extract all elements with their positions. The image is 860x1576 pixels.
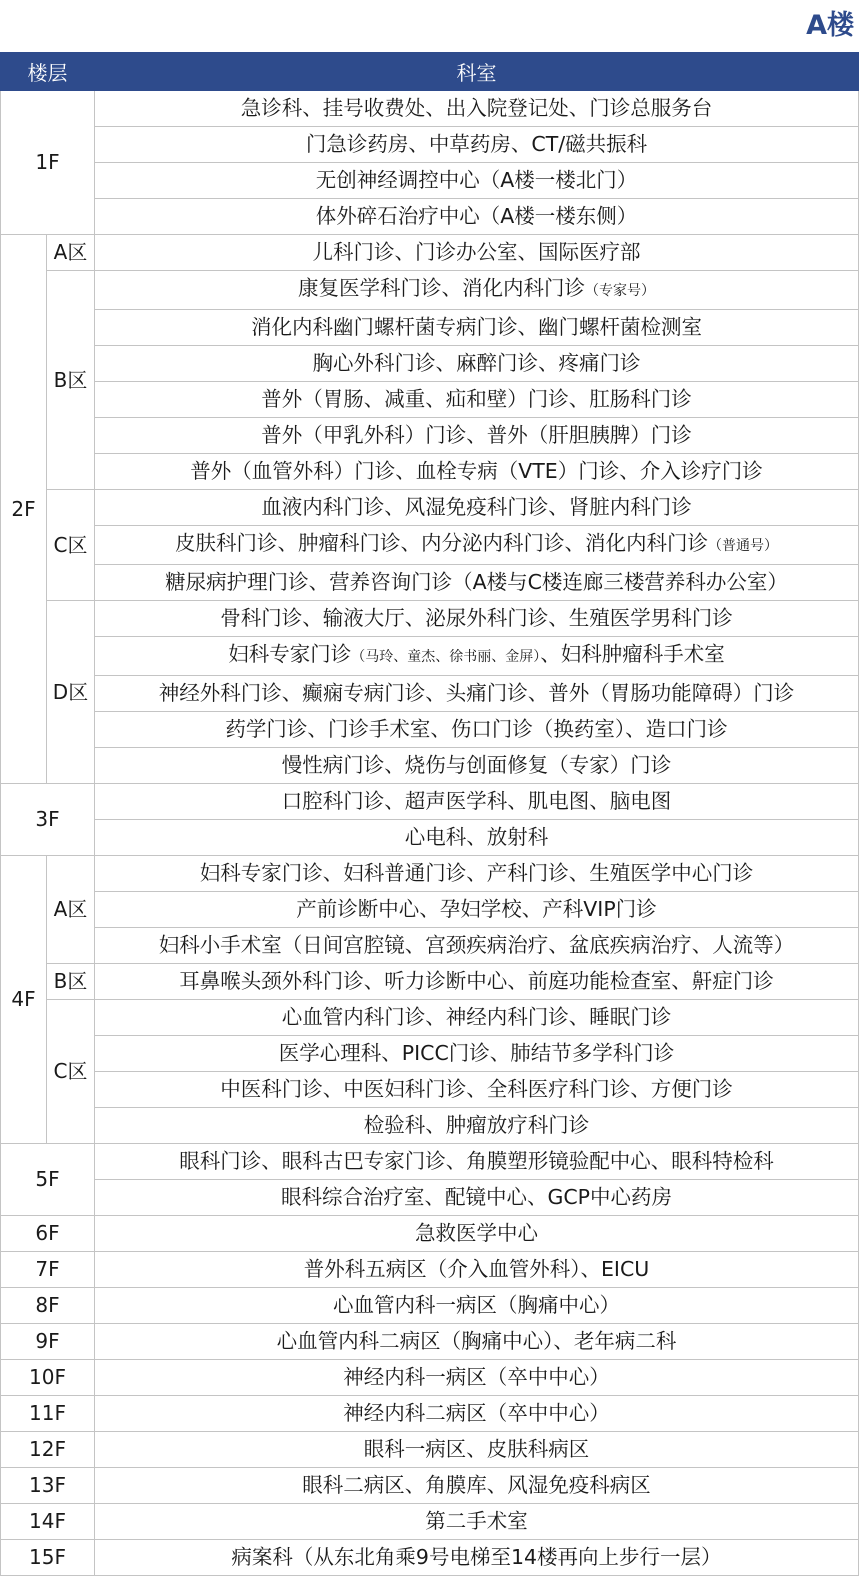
department-note: （专家号） [585,283,655,299]
department-cell [95,235,859,271]
department-cell [95,637,859,676]
department-cell [95,199,859,235]
floor-cell: 3F [1,784,95,856]
floor-cell: 6F [1,1216,95,1252]
table-row [1,310,859,346]
table-row [1,1000,859,1036]
department-cell [95,310,859,346]
department-cell [95,928,859,964]
floor-cell: 11F [1,1396,95,1432]
department-text: 中医科门诊、中医妇科门诊、全科医疗科门诊、方便门诊 [220,1077,733,1101]
department-cell [95,1000,859,1036]
department-note: （马玲、童杰、徐书丽、金屏） [351,649,541,665]
zone-cell: D区 [47,601,95,784]
table-row [1,1252,859,1288]
floor-cell: 8F [1,1288,95,1324]
header-floor: 楼层 [1,53,95,91]
department-text: 眼科一病区、皮肤科病区 [363,1437,590,1461]
department-text: 骨科门诊、输液大厅、泌尿外科门诊、生殖医学男科门诊 [220,606,733,630]
floor-cell: 15F [1,1540,95,1576]
floor-cell: 5F [1,1144,95,1216]
department-cell [95,1216,859,1252]
department-text: 心血管内科门诊、神经内科门诊、睡眠门诊 [281,1005,672,1029]
table-row [1,892,859,928]
floor-cell: 10F [1,1360,95,1396]
department-text: 无创神经调控中心（A楼一楼北门） [315,168,638,192]
table-row [1,856,859,892]
department-cell [95,163,859,199]
floor-directory-table [0,52,859,1576]
table-row [1,637,859,676]
department-text: 普外（血管外科）门诊、血栓专病（VTE）门诊、介入诊疗门诊 [190,459,763,483]
header-dept: 科室 [95,53,859,91]
table-row [1,748,859,784]
department-cell [95,1468,859,1504]
department-cell [95,1432,859,1468]
department-text: 耳鼻喉头颈外科门诊、听力诊断中心、前庭功能检查室、鼾症门诊 [179,969,774,993]
department-text: 消化内科幽门螺杆菌专病门诊、幽门螺杆菌检测室 [251,315,702,339]
table-row [1,199,859,235]
department-text: 普外（胃肠、减重、疝和壁）门诊、肛肠科门诊 [261,387,692,411]
floor-cell: 1F [1,91,95,235]
department-note: （普通号） [708,538,778,554]
department-text: 妇科小手术室（日间宫腔镜、宫颈疾病治疗、盆底疾病治疗、人流等） [158,933,795,957]
department-cell [95,784,859,820]
table-row [1,1180,859,1216]
department-cell [95,1108,859,1144]
table-row [1,1540,859,1576]
department-cell [95,526,859,565]
department-text: 心电科、放射科 [404,825,549,849]
table-row [1,418,859,454]
department-text: 眼科综合治疗室、配镜中心、GCP中心药房 [280,1185,673,1209]
department-text: 第二手术室 [425,1509,528,1533]
table-row [1,1144,859,1180]
department-cell [95,91,859,127]
department-text: 眼科二病区、角膜库、风湿免疫科病区 [302,1473,651,1497]
department-text: 普外（甲乳外科）门诊、普外（肝胆胰脾）门诊 [261,423,692,447]
table-row [1,601,859,637]
department-cell [95,820,859,856]
department-cell [95,418,859,454]
department-text: 心血管内科二病区（胸痛中心）、老年病二科 [276,1329,677,1353]
table-row [1,490,859,526]
floor-cell: 2F [1,235,47,784]
department-cell [95,454,859,490]
department-cell [95,601,859,637]
department-cell [95,1180,859,1216]
department-text: 门急诊药房、中草药房、CT/磁共振科 [305,132,648,156]
department-text: 急救医学中心 [415,1221,538,1245]
table-row [1,1072,859,1108]
department-cell [95,1252,859,1288]
department-text: 皮肤科门诊、肿瘤科门诊、内分泌内科门诊、消化内科门诊 [175,531,708,555]
department-cell [95,748,859,784]
department-cell [95,1396,859,1432]
department-text: 儿科门诊、门诊办公室、国际医疗部 [312,240,641,264]
department-text: 体外碎石治疗中心（A楼一楼东侧） [315,204,638,228]
department-cell [95,1036,859,1072]
department-cell [95,1144,859,1180]
table-row [1,712,859,748]
department-cell [95,271,859,310]
table-row [1,1216,859,1252]
department-text: 眼科门诊、眼科古巴专家门诊、角膜塑形镜验配中心、眼科特检科 [179,1149,774,1173]
department-text: 胸心外科门诊、麻醉门诊、疼痛门诊 [312,351,641,375]
table-row [1,565,859,601]
department-cell [95,892,859,928]
table-row [1,1288,859,1324]
table-row [1,928,859,964]
department-cell [95,1288,859,1324]
zone-cell: C区 [47,490,95,601]
department-text-after: 、妇科肿瘤科手术室 [540,642,725,666]
department-text: 神经内科一病区（卒中中心） [343,1365,610,1389]
department-cell [95,856,859,892]
floor-cell: 4F [1,856,47,1144]
zone-cell: B区 [47,271,95,490]
department-text: 神经外科门诊、癫痫专病门诊、头痛门诊、普外（胃肠功能障碍）门诊 [158,681,795,705]
table-row [1,676,859,712]
table-body [1,91,859,1576]
table-row [1,1108,859,1144]
table-row [1,526,859,565]
department-text: 检验科、肿瘤放疗科门诊 [363,1113,590,1137]
table-row [1,346,859,382]
department-text: 妇科专家门诊 [228,642,352,666]
table-row [1,1396,859,1432]
zone-cell: A区 [47,235,95,271]
table-row [1,1504,859,1540]
department-cell [95,1072,859,1108]
table-row [1,271,859,310]
department-text: 妇科专家门诊、妇科普通门诊、产科门诊、生殖医学中心门诊 [199,861,754,885]
zone-cell: B区 [47,964,95,1000]
table-header-row [1,53,859,91]
department-cell [95,964,859,1000]
department-cell [95,1504,859,1540]
department-text: 康复医学科门诊、消化内科门诊 [298,276,585,300]
table-row [1,1468,859,1504]
department-text: 血液内科门诊、风湿免疫科门诊、肾脏内科门诊 [261,495,692,519]
department-text: 普外科五病区（介入血管外科）、EICU [303,1257,650,1281]
department-text: 心血管内科一病区（胸痛中心） [333,1293,620,1317]
department-cell [95,127,859,163]
department-text: 病案科（从东北角乘9号电梯至14楼再向上步行一层） [231,1545,722,1569]
table-row [1,784,859,820]
department-text: 药学门诊、门诊手术室、伤口门诊（换药室）、造口门诊 [225,717,728,741]
department-cell [95,565,859,601]
floor-cell: 7F [1,1252,95,1288]
department-text: 神经内科二病区（卒中中心） [343,1401,610,1425]
department-text: 糖尿病护理门诊、营养咨询门诊（A楼与C楼连廊三楼营养科办公室） [165,570,788,594]
department-cell [95,676,859,712]
department-text: 医学心理科、PICC门诊、肺结节多学科门诊 [278,1041,675,1065]
building-title: A楼 [806,10,854,41]
table-row [1,1432,859,1468]
department-cell [95,1360,859,1396]
table-row [1,127,859,163]
table-row [1,1360,859,1396]
department-cell [95,382,859,418]
department-text: 急诊科、挂号收费处、出入院登记处、门诊总服务台 [240,96,713,120]
department-cell [95,346,859,382]
table-row [1,454,859,490]
table-row [1,91,859,127]
table-row [1,820,859,856]
zone-cell: A区 [47,856,95,964]
table-row [1,1324,859,1360]
department-cell [95,1324,859,1360]
table-row [1,382,859,418]
zone-cell: C区 [47,1000,95,1144]
floor-cell: 14F [1,1504,95,1540]
table-row [1,964,859,1000]
table-row [1,235,859,271]
table-row [1,163,859,199]
department-cell [95,712,859,748]
department-cell [95,490,859,526]
department-text: 产前诊断中心、孕妇学校、产科VIP门诊 [296,897,657,921]
department-cell [95,1540,859,1576]
table-row [1,1036,859,1072]
department-text: 口腔科门诊、超声医学科、肌电图、脑电图 [281,789,672,813]
department-text: 慢性病门诊、烧伤与创面修复（专家）门诊 [281,753,672,777]
floor-cell: 12F [1,1432,95,1468]
floor-cell: 9F [1,1324,95,1360]
floor-cell: 13F [1,1468,95,1504]
